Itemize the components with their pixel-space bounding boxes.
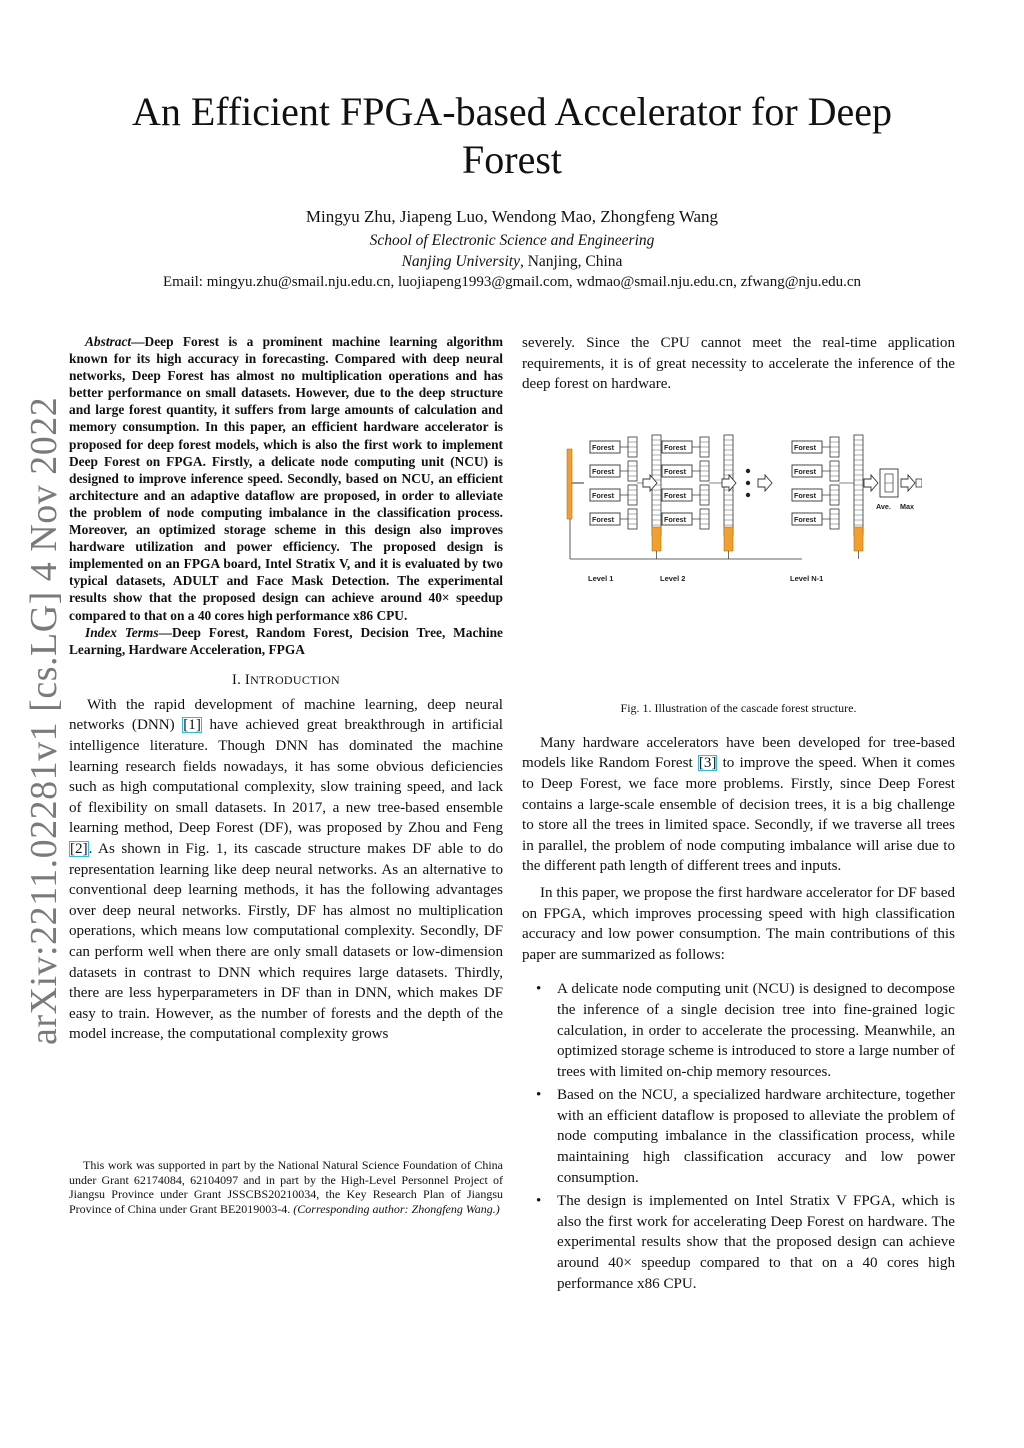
contribution-item — [522, 1191, 955, 1294]
left-column — [69, 333, 503, 1045]
level-2-concat-feature — [724, 527, 733, 551]
university-city: , Nanjing, China — [519, 253, 623, 270]
max-arrow — [901, 475, 915, 491]
max-label: Max — [900, 501, 914, 511]
funding-footnote — [69, 1158, 503, 1216]
contribution-text: The design is implemented on Intel Stratix V FPGA, which is also the first work for accelerating Deep Forest on hardware. The experimental results show that the proposed design can achieve around 40× speedup compared to that on a 40 cores high performance x86 CPU. — [557, 1193, 955, 1292]
abstract — [69, 333, 503, 658]
level-arrow — [758, 475, 772, 491]
index-terms-lead: Index Terms — [85, 624, 159, 640]
intro-text: Many hardware accelerators have been developed for tree-based models like Random Forest — [522, 734, 955, 772]
intro-paragraph-2 — [522, 733, 955, 877]
bullet-icon: • — [536, 1193, 542, 1210]
right-column — [522, 333, 955, 1297]
intro-text: have achieved great breakthrough in artificial intelligence literature. Though DNN has dominated the machine learning research fields nowadays, it has some obvious deficiencies such as high computational complexity, slow training speed, and lack of flexibility on small datasets. In 2017, a new tree-based ensemble learning method, Deep Forest (DF), was proposed by Zhou and Feng — [69, 717, 503, 837]
continuation-dot — [746, 481, 750, 485]
level-arrow — [864, 475, 878, 491]
university-name: Nanjing University — [401, 253, 520, 270]
footnote-text: This work was supported in part by the National Natural Science Foundation of China under Grant 62174084, 62104097 and in part by the High-Level Personnel Project of Jiangsu Province under Grant JSSCBS20210034, the Key Research Plan of Jiangsu Province of China under Grant BE2019003-4. — [69, 1158, 503, 1216]
paper-title: An Efficient FPGA-based Accelerator for Deep Forest — [131, 89, 893, 182]
citation-link[interactable]: [3] — [698, 755, 717, 772]
intro-paragraph-1-continued: severely. Since the CPU cannot meet the real-time application requirements, it is of great necessity to accelerate the inference of the deep forest on hardware. — [522, 335, 955, 393]
level-n-1-forest-label: Forest — [794, 466, 816, 476]
level-2-label: Level 2 — [660, 573, 686, 583]
intro-text: . As shown in Fig. 1, its cascade structure makes DF able to do representation learning like deep neural networks. As an alternative to conventional deep learning methods, it has the following advantages over deep neural networks. Firstly, DF has almost no multiplication operations, which means low computational complexity. Secondly, DF can perform well when there are only small datasets or low-dimension datasets in contrast to DNN which requires large datasets. Thirdly, there are less hyperparameters in DF than in DNN, which makes DF easy to train. However, as the number of forests and the depth of the model increase, the computational complexity grows — [69, 840, 503, 1043]
citation-link[interactable]: [1] — [183, 717, 201, 734]
contribution-text: A delicate node computing unit (NCU) is designed to decompose the inference of a single decision tree into fine-grained logic calculation, in order to accelerate the processing. Meanwhile, an optimized storage scheme is introduced to store a large number of trees with limited on-chip memory resources. — [557, 981, 955, 1080]
figure-1 — [522, 431, 955, 715]
level-1-forest-label: Forest — [592, 490, 614, 500]
level-n-1-concat-feature — [854, 527, 863, 551]
contribution-item — [522, 979, 955, 1082]
level-1-label: Level 1 — [588, 573, 614, 583]
intro-text: With the rapid development of machine learning, deep neural networks (DNN) — [69, 696, 503, 734]
abstract-text: —Deep Forest is a prominent machine learning algorithm known for its high accuracy in forecasting. Compared with deep neural networks, Deep Forest has almost no multiplication operations and has better performance on small datasets. However, due to the deep structure and large forest quantity, it suffers from large amounts of calculation and memory consumption. In this paper, an efficient hardware accelerator is proposed for deep forest models, which is also the first work to implement Deep Forest on FPGA. Firstly, a delicate node computing unit (NCU) is designed to improve inference speed. Secondly, based on NCU, an efficient architecture and an adaptive dataflow are proposed, in order to alleviate the problem of node computing imbalance in the classification process. Moreover, an optimized storage scheme in this design also improves hardware utilization and power efficiency. The proposed design is implemented on an FPGA board, Intel Stratix V, and it is evaluated by two typical datasets, ADULT and Face Mask Detection. The experimental results show that the proposed design can achieve around 40× speedup compared to that on a 40 cores high performance x86 CPU. — [69, 334, 503, 623]
author-emails: Email: mingyu.zhu@smail.nju.edu.cn, luojiapeng1993@gmail.com, wdmao@smail.nju.edu.cn, zfwang@nju.edu.cn — [162, 274, 862, 290]
level-1-forest-label: Forest — [592, 442, 614, 452]
level-n-1-forest-label: Forest — [794, 442, 816, 452]
affiliation-school: School of Electronic Science and Engineering — [369, 232, 655, 249]
level-1-forest-label: Forest — [592, 466, 614, 476]
level-2-forest-label: Forest — [664, 442, 686, 452]
citation-link[interactable]: [2] — [70, 840, 88, 857]
author-list: Mingyu Zhu, Jiapeng Luo, Wendong Mao, Zhongfeng Wang — [305, 207, 719, 226]
figure-caption: Fig. 1. Illustration of the cascade forest structure. — [620, 700, 857, 715]
intro-text: to improve the speed. When it comes to Deep Forest, we face more problems. Firstly, since Deep Forest contains a large-scale ensemble of decision trees, it is a big challenge to store all the trees in limited space. Secondly, if we traverse all trees in parallel, the problem of node computing imbalance will arise due to the different path length of different trees and inputs. — [522, 755, 955, 875]
corresponding-author: (Corresponding author: Zhongfeng Wang.) — [293, 1201, 500, 1216]
intro-paragraph-3: In this paper, we propose the first hardware accelerator for DF based on FPGA, which improves processing speed with high classification accuracy and low power consumption. The main contributions of this paper are summarized as follows: — [522, 884, 955, 963]
affiliation-university — [90, 253, 934, 271]
arxiv-identifier: arXiv:2211.02281v1 [cs.LG] 4 Nov 2022 — [23, 396, 65, 1045]
index-terms-text: —Deep Forest, Random Forest, Decision Tree, Machine Learning, Hardware Acceleration, FPGA — [69, 624, 503, 657]
intro-paragraph-1 — [69, 695, 503, 1045]
contribution-item — [522, 1085, 955, 1188]
output-box — [916, 479, 922, 487]
section-title-rest: NTRODUCTION — [250, 672, 341, 687]
bullet-icon: • — [536, 1087, 542, 1104]
average-label: Ave. — [876, 501, 891, 511]
level-2-forest-label: Forest — [664, 490, 686, 500]
contributions-list — [522, 979, 955, 1294]
level-n-1-label: Level N-1 — [790, 573, 824, 583]
level-n-1-forest-label: Forest — [794, 514, 816, 524]
level-1-concat-feature — [652, 527, 661, 551]
level-1-forest-label: Forest — [592, 514, 614, 524]
level-2-forest-label: Forest — [664, 514, 686, 524]
input-feature-vector — [567, 449, 572, 519]
level-n-1-forest-label: Forest — [794, 490, 816, 500]
continuation-dot — [746, 469, 750, 473]
section-numeral: I. I — [231, 671, 251, 688]
continuation-dot — [746, 493, 750, 497]
section-heading-introduction — [69, 672, 503, 689]
contribution-text: Based on the NCU, a specialized hardware architecture, together with an efficient dataflow is proposed to alleviate the problem of node computing imbalance in the classification process, while maintaining high classification accuracy and low power consumption. — [557, 1087, 955, 1186]
abstract-lead: Abstract — [85, 334, 132, 349]
level-2-forest-label: Forest — [664, 466, 686, 476]
cascade-forest-diagram — [562, 431, 922, 591]
bullet-icon: • — [536, 981, 542, 998]
